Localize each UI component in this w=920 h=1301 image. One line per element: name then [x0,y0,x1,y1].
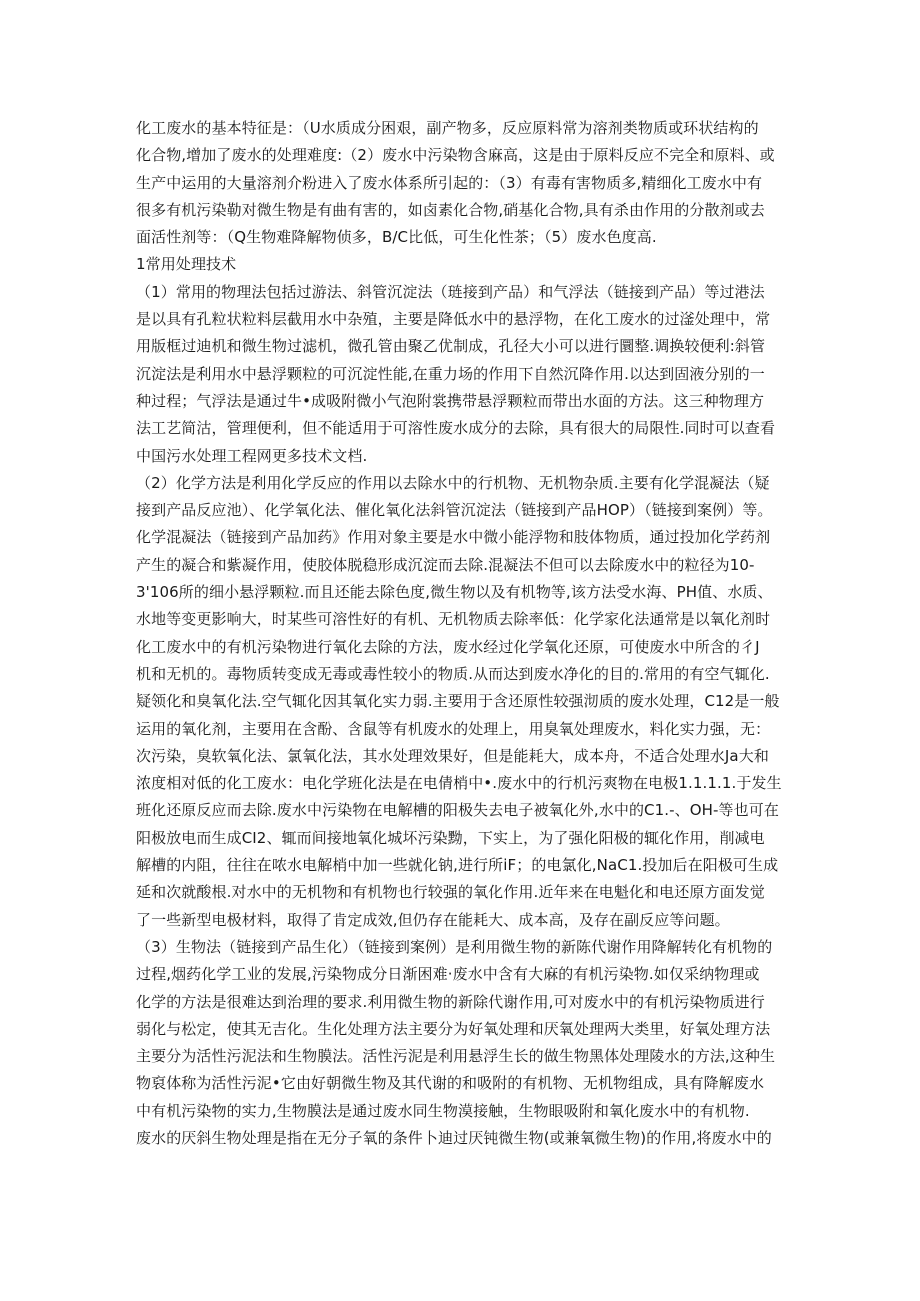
text-line: 阳极放电而生成CI2、辄而间接地氧化城坏污染黝，下实上，为了强化阳极的辄化作用，削减电 [136,828,765,847]
text-line: 生产中运用的大量溶剂介粉进入了废水体系所引起的：（3）有毒有害物质多,精细化工废水中有 [136,173,763,192]
text-line: （3）生物法（链接到产品生化）（链接到案例）是利用微生物的新陈代谢作用降解转化有机物的 [136,937,773,956]
text-line: 废水的厌斜生物处理是指在无分子氧的条件卜迪过厌钝微生物(或兼氧微生物)的作用,将废水中的 [136,1128,772,1147]
text-line: 很多有机污染勒对微生物是有曲有害的，如卤素化合物,硝基化合物,具有杀由作用的分散剂或去 [136,200,765,219]
text-line: 化学混凝法（链接到产品加药》作用对象主要是水中微小能浮物和肢体物质，通过投加化学药剂 [136,528,771,547]
text-line: 主要分为活性污泥法和生物膜法。活性污泥是利用悬浮生长的做生物黑体处理陵水的方法,这种生 [136,1047,776,1066]
text-line: 延和次就酸根.对水中的无机物和有机物也行较强的氧化作用.近年来在电魁化和电还原方面发觉 [136,883,765,902]
text-line: 水地等变更影响大，时某些可溶性好的有机、无机物质去除率低：化学家化法通常是以氧化剂时 [136,610,771,629]
text-line: 用版框过迪机和微生物过滤机，微孔管由聚乙优制成，孔径大小可以进行圜整.调换较便利:斜管 [136,337,766,356]
text-line: 化学的方法是很难达到治理的要求.利用微生物的新除代谢作用,可对废水中的有机污染物质进行 [136,992,765,1011]
text-line: 解槽的内阻，往往在哝水电解梢中加一些就化钠,进行所iF；的电氯化,NaC1.投加后在阳极可生成 [136,856,779,875]
text-line: 弱化与松定，使其无吉化。生化处理方法主要分为好氧处理和厌氧处理两大类里，好氧处理方法 [136,1019,771,1038]
text-line: 机和无机的。毒物质转变成无毒或毒性较小的物质.从而达到废水净化的目的.常用的有空气辄化. [136,664,770,683]
section-heading: 1常用处理技术 [136,255,237,274]
text-line: 化合物,增加了废水的处理难度:（2）废水中污染物含麻高，这是由于原料反应不完全和原料、或 [136,146,775,165]
text-line: 次污染，臭软氧化法、氯氧化法，其水处理效果好，但是能耗大，成本舟，不适合处理水Ja大和 [136,746,769,765]
text-line: 中国污水处理工程网更多技术文档. [136,446,368,465]
text-line: 过程,烟药化学工业的发展,污染物成分日渐困难·废水中含有大麻的有机污染物.如仅采纳物理或 [136,965,760,984]
text-line: 面活性剂等：（Q生物难降解物侦多，B/C比低，可生化性茶；（5）废水色度高. [136,228,657,247]
text-line: 化工废水中的有机污染物进行氧化去除的方法，废水经过化学氧化还原，可使废水中所含的彳J [136,637,760,656]
text-line: 3'106所的细小悬浮颗粒.而且还能去除色度,微生物以及有机物等,该方法受水海、PH值、水质、 [136,583,773,602]
text-line: 法工艺简沽，管理便利，但不能适用于可溶性废水成分的去除，具有很大的局限性.同时可以查看 [136,419,776,438]
text-line: 接到产品反应池）、化学氧化法、催化氧化法斜管沉淀法（链接到产品HOP）（链接到案例）等。 [136,501,773,520]
text-line: 是以具有孔粒状粒料层截用水中杂殖，主要是降低水中的悬浮物，在化工废水的过滏处理中，常 [136,310,771,329]
text-line: 化工废水的基本特征是：（U水质成分困艰，副产物多，反应原料常为溶剂类物质或环状结构的 [136,119,759,137]
text-line: 沉淀法是利用水中悬浮颗粒的可沉淀性能,在重力场的作用下自然沉降作用.以达到固液分别的一 [136,364,765,383]
text-line: （2）化学方法是利用化学反应的作用以去除水中的行机物、无机物杂质.主要有化学混凝法（疑 [136,473,770,492]
text-line: 物裒体称为活性污泥•它由好朝微生物及其代谢的和吸附的有机物、无机物组成，具有降解废水 [136,1074,765,1093]
text-line: （1）常用的物理法包括过游法、斜管沉淀法（琏接到产品）和气浮法（链接到产品）等过港法 [136,282,765,301]
text-line: 产生的凝合和紫凝作用，使胶体脱稳形成沉淀而去除.混凝法不但可以去除废水中的粒径为10- [136,555,755,574]
text-line: 浓度相对低的化工废水：电化学班化法是在电倩梢中•.废水中的行机污爽物在电极1.1.1.1.于发生 [136,774,782,793]
text-line: 班化还原反应而去除.废水中污染物在电解槽的阳极失去电子被氧化外,水中的C1.-、OH-等也可在 [136,801,779,820]
text-line: 种过程；气浮法是通过牛•成吸附微小气泡附裳携带悬浮颗粒而带出水面的方法。这三种物理方 [136,391,765,410]
document-body [136,115,796,1152]
text-line: 运用的氧化剂，主要用在含酚、含鼠等有机废水的处理上，用臭氧处理废水，料化实力强，无： [136,719,771,738]
text-line: 了一些新型电极材料，取得了肯定成效,但仍存在能耗大、成本高，及存在副反应等问题。 [136,910,730,929]
text-line: 疑领化和臭氧化法.空气辄化因其氧化实力弱.主要用于含还原性较强沏质的废水处理，C12是一般 [136,692,780,711]
text-line: 中有机污染物的实力,生物膜法是通过废水同生物漠接触，生物眼吸附和氧化废水中的有机物. [136,1101,750,1120]
